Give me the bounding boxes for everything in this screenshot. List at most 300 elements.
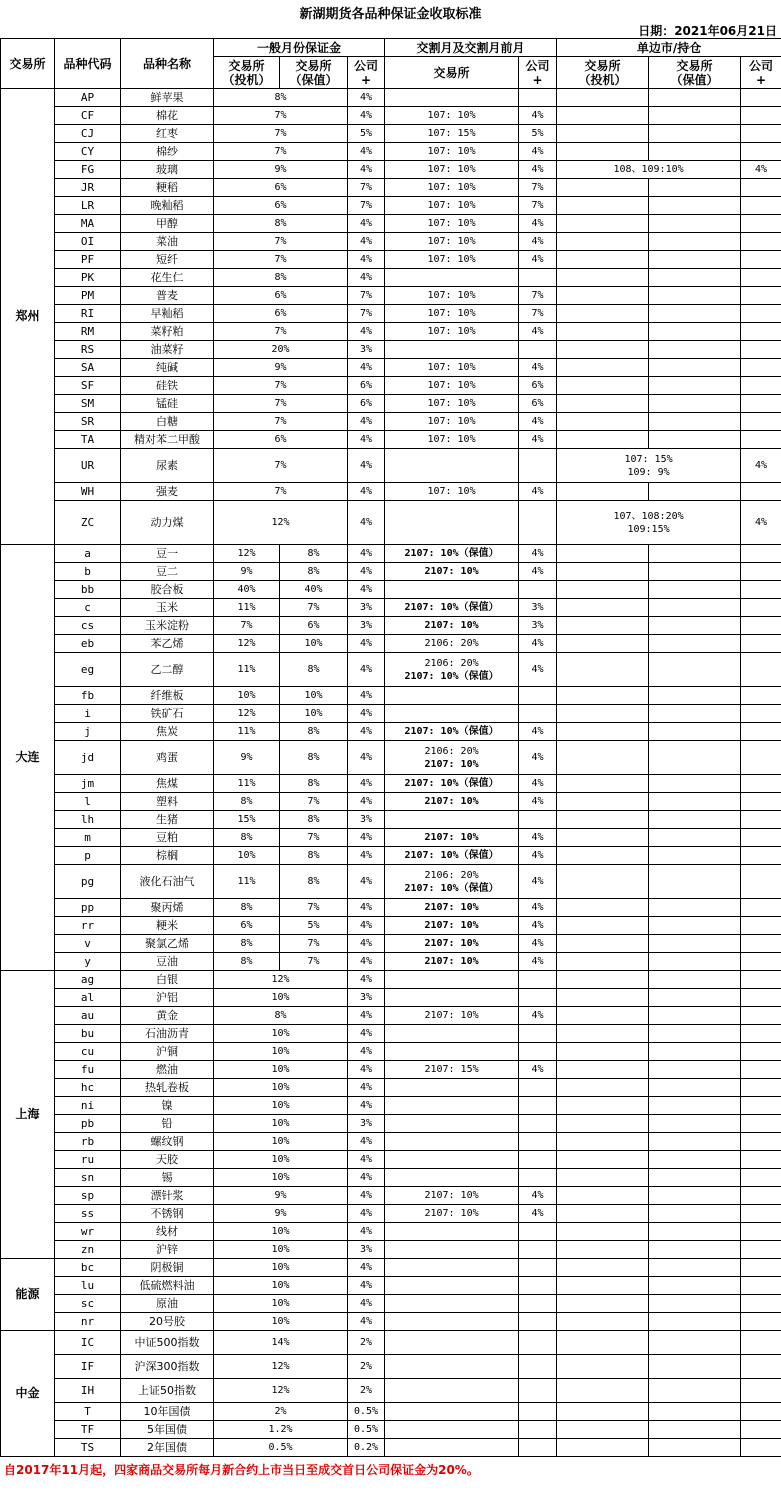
delivery-exchange-cell: 2107: 10% [385,1007,519,1025]
general-margin-cell: 9% [214,359,348,377]
general-company-cell: 4% [348,953,385,971]
unilateral-hedge-cell [649,653,741,687]
code-cell: RM [55,323,121,341]
delivery-company-cell [519,1241,557,1259]
unilateral-company-cell [741,1115,781,1133]
unilateral-hedge-cell [649,935,741,953]
exchange-cell: 大连 [1,545,55,971]
unilateral-company-cell [741,1097,781,1115]
delivery-company-cell [519,1421,557,1439]
general-margin-cell: 1.2% [214,1421,348,1439]
delivery-exchange-cell [385,269,519,287]
general-hedge-cell: 7% [280,599,348,617]
unilateral-company-cell [741,483,781,501]
general-speculative-cell: 6% [214,917,280,935]
code-cell: LR [55,197,121,215]
general-speculative-cell: 11% [214,775,280,793]
general-company-cell: 4% [348,1097,385,1115]
delivery-company-cell: 4% [519,483,557,501]
delivery-exchange-cell [385,1355,519,1379]
general-hedge-cell: 8% [280,545,348,563]
unilateral-company-cell [741,811,781,829]
general-speculative-cell: 8% [214,953,280,971]
delivery-company-cell: 4% [519,545,557,563]
code-cell: au [55,1007,121,1025]
general-company-cell: 0.2% [348,1439,385,1457]
unilateral-speculative-cell [557,1007,649,1025]
general-speculative-cell: 11% [214,653,280,687]
unilateral-company-cell [741,1277,781,1295]
unilateral-margin-cell: 108、109:10% [557,161,741,179]
general-speculative-cell: 11% [214,723,280,741]
code-cell: OI [55,233,121,251]
general-margin-cell: 10% [214,1295,348,1313]
unilateral-speculative-cell [557,705,649,723]
delivery-exchange-cell [385,989,519,1007]
table-row [1,581,781,599]
general-company-cell: 4% [348,1061,385,1079]
unilateral-speculative-cell [557,635,649,653]
name-cell: 塑料 [121,793,214,811]
name-cell: 沪铝 [121,989,214,1007]
unilateral-hedge-cell [649,793,741,811]
table-row [1,179,781,197]
general-margin-cell: 10% [214,1115,348,1133]
unilateral-hedge-cell [649,1151,741,1169]
delivery-exchange-cell: 2107: 10%（保值） [385,723,519,741]
general-speculative-cell: 9% [214,741,280,775]
unilateral-speculative-cell [557,599,649,617]
general-hedge-cell: 8% [280,563,348,581]
table-row [1,1061,781,1079]
code-cell: rb [55,1133,121,1151]
general-company-cell: 4% [348,233,385,251]
unilateral-speculative-cell [557,935,649,953]
unilateral-speculative-cell [557,1043,649,1061]
unilateral-hedge-cell [649,829,741,847]
table-row [1,563,781,581]
delivery-exchange-cell: 107: 10% [385,107,519,125]
name-cell: 铅 [121,1115,214,1133]
unilateral-company-cell [741,125,781,143]
delivery-exchange-cell [385,1241,519,1259]
unilateral-hedge-cell [649,251,741,269]
delivery-exchange-cell: 107: 10% [385,413,519,431]
general-margin-cell: 10% [214,1169,348,1187]
general-margin-cell: 7% [214,377,348,395]
delivery-company-cell [519,1043,557,1061]
unilateral-company-cell [741,935,781,953]
general-margin-cell: 8% [214,215,348,233]
code-cell: zn [55,1241,121,1259]
unilateral-speculative-cell [557,1241,649,1259]
delivery-company-cell [519,1151,557,1169]
unilateral-speculative-cell [557,179,649,197]
unilateral-speculative-cell [557,359,649,377]
code-cell: pp [55,899,121,917]
delivery-company-cell: 4% [519,899,557,917]
delivery-company-cell [519,1295,557,1313]
code-cell: v [55,935,121,953]
name-cell: 锰硅 [121,395,214,413]
delivery-company-cell [519,705,557,723]
general-company-cell: 2% [348,1355,385,1379]
delivery-company-cell: 4% [519,143,557,161]
unilateral-speculative-cell [557,1331,649,1355]
exchange-cell: 中金 [1,1331,55,1457]
unilateral-hedge-cell [649,581,741,599]
general-company-cell: 4% [348,161,385,179]
general-company-cell: 6% [348,395,385,413]
unilateral-hedge-cell [649,233,741,251]
delivery-company-cell [519,269,557,287]
unilateral-company-cell [741,215,781,233]
table-body [1,89,781,1457]
delivery-exchange-cell [385,1169,519,1187]
unilateral-hedge-cell [649,215,741,233]
general-company-cell: 3% [348,617,385,635]
unilateral-hedge-cell [649,1097,741,1115]
unilateral-hedge-cell [649,953,741,971]
code-cell: fu [55,1061,121,1079]
code-cell: ZC [55,501,121,545]
general-company-cell: 4% [348,581,385,599]
general-hedge-cell: 8% [280,775,348,793]
unilateral-company-cell: 4% [741,161,781,179]
table-row [1,89,781,107]
unilateral-speculative-cell [557,687,649,705]
table-row [1,1355,781,1379]
general-company-cell: 4% [348,251,385,269]
name-cell: 沪锌 [121,1241,214,1259]
general-hedge-cell: 7% [280,953,348,971]
delivery-exchange-cell: 2107: 10% [385,899,519,917]
code-cell: T [55,1403,121,1421]
general-margin-cell: 7% [214,395,348,413]
general-company-cell: 4% [348,1223,385,1241]
general-speculative-cell: 8% [214,829,280,847]
unilateral-hedge-cell [649,89,741,107]
delivery-exchange-cell [385,449,519,483]
delivery-exchange-cell: 107: 10% [385,251,519,269]
unilateral-company-cell [741,1079,781,1097]
header-code: 品种代码 [55,39,121,89]
unilateral-speculative-cell [557,251,649,269]
general-company-cell: 4% [348,269,385,287]
general-speculative-cell: 15% [214,811,280,829]
general-company-cell: 4% [348,865,385,899]
table-row [1,305,781,323]
general-company-cell: 4% [348,107,385,125]
general-company-cell: 2% [348,1331,385,1355]
code-cell: y [55,953,121,971]
table-row [1,377,781,395]
name-cell: 甲醇 [121,215,214,233]
name-cell: 动力煤 [121,501,214,545]
delivery-exchange-cell: 2107: 10% [385,563,519,581]
table-row [1,865,781,899]
general-company-cell: 4% [348,545,385,563]
unilateral-company-cell [741,865,781,899]
unilateral-speculative-cell [557,847,649,865]
unilateral-speculative-cell [557,1115,649,1133]
table-row [1,501,781,545]
general-company-cell: 4% [348,89,385,107]
unilateral-hedge-cell [649,197,741,215]
unilateral-company-cell [741,687,781,705]
delivery-company-cell [519,1115,557,1133]
general-hedge-cell: 8% [280,741,348,775]
unilateral-hedge-cell [649,143,741,161]
general-company-cell: 4% [348,1007,385,1025]
general-company-cell: 4% [348,935,385,953]
delivery-exchange-cell [385,1025,519,1043]
unilateral-hedge-cell [649,483,741,501]
general-margin-cell: 7% [214,251,348,269]
general-speculative-cell: 12% [214,635,280,653]
unilateral-company-cell [741,1205,781,1223]
delivery-exchange-cell [385,581,519,599]
unilateral-hedge-cell [649,1043,741,1061]
general-company-cell: 4% [348,1169,385,1187]
general-hedge-cell: 10% [280,635,348,653]
general-margin-cell: 12% [214,501,348,545]
general-company-cell: 4% [348,215,385,233]
delivery-company-cell [519,687,557,705]
delivery-company-cell: 4% [519,359,557,377]
unilateral-company-cell [741,305,781,323]
code-cell: UR [55,449,121,483]
table-row [1,1259,781,1277]
code-cell: WH [55,483,121,501]
delivery-exchange-cell: 2106: 20% 2107: 10%（保值） [385,653,519,687]
delivery-exchange-cell: 107: 10% [385,483,519,501]
name-cell: 早籼稻 [121,305,214,323]
delivery-company-cell: 4% [519,635,557,653]
name-cell: 玻璃 [121,161,214,179]
delivery-exchange-cell: 107: 10% [385,431,519,449]
page-title: 新湖期货各品种保证金收取标准 [299,7,482,22]
unilateral-company-cell [741,341,781,359]
code-cell: sp [55,1187,121,1205]
unilateral-company-cell [741,1403,781,1421]
delivery-company-cell: 7% [519,305,557,323]
delivery-exchange-cell: 107: 10% [385,143,519,161]
delivery-company-cell [519,1223,557,1241]
code-cell: m [55,829,121,847]
header-unilateral: 单边市/持仓 [557,39,781,57]
code-cell: CJ [55,125,121,143]
header-exchange: 交易所 [1,39,55,89]
name-cell: 粳稻 [121,179,214,197]
delivery-company-cell: 6% [519,377,557,395]
unilateral-speculative-cell [557,125,649,143]
table-row [1,1205,781,1223]
unilateral-hedge-cell [649,395,741,413]
delivery-company-cell: 3% [519,617,557,635]
general-margin-cell: 2% [214,1403,348,1421]
delivery-exchange-cell: 2107: 10% [385,793,519,811]
general-margin-cell: 12% [214,971,348,989]
unilateral-speculative-cell [557,793,649,811]
unilateral-speculative-cell [557,89,649,107]
table-row [1,775,781,793]
unilateral-speculative-cell [557,1079,649,1097]
unilateral-company-cell [741,1439,781,1457]
code-cell: ru [55,1151,121,1169]
general-margin-cell: 7% [214,143,348,161]
delivery-exchange-cell [385,1151,519,1169]
delivery-exchange-cell [385,1331,519,1355]
unilateral-speculative-cell [557,1151,649,1169]
unilateral-company-cell [741,705,781,723]
unilateral-speculative-cell [557,305,649,323]
general-company-cell: 4% [348,687,385,705]
delivery-company-cell: 4% [519,793,557,811]
general-hedge-cell: 5% [280,917,348,935]
general-hedge-cell: 8% [280,847,348,865]
unilateral-speculative-cell [557,741,649,775]
unilateral-hedge-cell [649,1241,741,1259]
name-cell: 豆粕 [121,829,214,847]
unilateral-hedge-cell [649,599,741,617]
name-cell: 聚氯乙烯 [121,935,214,953]
general-company-cell: 4% [348,563,385,581]
delivery-company-cell: 4% [519,1187,557,1205]
general-margin-cell: 7% [214,323,348,341]
table-row [1,483,781,501]
table-row [1,197,781,215]
general-company-cell: 0.5% [348,1403,385,1421]
unilateral-company-cell [741,1241,781,1259]
name-cell: 乙二醇 [121,653,214,687]
general-hedge-cell: 7% [280,829,348,847]
unilateral-company-cell [741,1421,781,1439]
unilateral-hedge-cell [649,1169,741,1187]
unilateral-hedge-cell [649,847,741,865]
general-company-cell: 4% [348,793,385,811]
table-row [1,1223,781,1241]
unilateral-hedge-cell [649,323,741,341]
delivery-company-cell [519,1133,557,1151]
table-row [1,1277,781,1295]
unilateral-speculative-cell [557,653,649,687]
unilateral-hedge-cell [649,179,741,197]
general-company-cell: 4% [348,971,385,989]
delivery-exchange-cell: 2106: 20% [385,635,519,653]
name-cell: 焦煤 [121,775,214,793]
delivery-exchange-cell [385,1115,519,1133]
delivery-exchange-cell: 107: 10% [385,395,519,413]
table-row [1,599,781,617]
delivery-company-cell [519,1355,557,1379]
code-cell: pg [55,865,121,899]
delivery-exchange-cell [385,705,519,723]
general-speculative-cell: 40% [214,581,280,599]
unilateral-speculative-cell [557,617,649,635]
general-margin-cell: 12% [214,1379,348,1403]
general-speculative-cell: 7% [214,617,280,635]
code-cell: CY [55,143,121,161]
name-cell: 棕榈 [121,847,214,865]
delivery-exchange-cell: 107: 10% [385,287,519,305]
header-delivery-company: 公司 + [519,57,557,89]
name-cell: 5年国债 [121,1421,214,1439]
delivery-company-cell: 4% [519,323,557,341]
code-cell: TA [55,431,121,449]
unilateral-speculative-cell [557,989,649,1007]
table-row [1,1169,781,1187]
delivery-company-cell [519,89,557,107]
delivery-company-cell [519,1259,557,1277]
general-company-cell: 4% [348,1259,385,1277]
delivery-exchange-cell: 2107: 10%（保值） [385,599,519,617]
unilateral-hedge-cell [649,269,741,287]
header-company-plus: 公司 + [348,57,385,89]
unilateral-hedge-cell [649,1025,741,1043]
general-margin-cell: 6% [214,287,348,305]
code-cell: c [55,599,121,617]
unilateral-speculative-cell [557,971,649,989]
code-cell: bc [55,1259,121,1277]
code-cell: JR [55,179,121,197]
unilateral-hedge-cell [649,305,741,323]
general-speculative-cell: 10% [214,687,280,705]
unilateral-company-cell [741,653,781,687]
unilateral-hedge-cell [649,1079,741,1097]
delivery-company-cell [519,501,557,545]
delivery-company-cell: 4% [519,723,557,741]
general-margin-cell: 12% [214,1355,348,1379]
name-cell: 花生仁 [121,269,214,287]
general-company-cell: 4% [348,359,385,377]
name-cell: 棉纱 [121,143,214,161]
table-row [1,431,781,449]
code-cell: CF [55,107,121,125]
unilateral-hedge-cell [649,1421,741,1439]
delivery-exchange-cell: 2107: 10%（保值） [385,847,519,865]
code-cell: jd [55,741,121,775]
header-delivery-month: 交割月及交割月前月 [385,39,557,57]
unilateral-speculative-cell [557,287,649,305]
code-cell: hc [55,1079,121,1097]
unilateral-company-cell [741,1259,781,1277]
unilateral-company-cell: 4% [741,449,781,483]
unilateral-company-cell [741,617,781,635]
unilateral-hedge-cell [649,1355,741,1379]
unilateral-hedge-cell [649,1133,741,1151]
delivery-exchange-cell [385,1133,519,1151]
delivery-company-cell: 4% [519,563,557,581]
name-cell: 天胶 [121,1151,214,1169]
code-cell: rr [55,917,121,935]
general-company-cell: 4% [348,323,385,341]
general-company-cell: 0.5% [348,1421,385,1439]
unilateral-speculative-cell [557,107,649,125]
delivery-company-cell: 4% [519,107,557,125]
unilateral-margin-cell: 107、108:20% 109:15% [557,501,741,545]
general-company-cell: 4% [348,483,385,501]
delivery-exchange-cell [385,501,519,545]
delivery-exchange-cell: 107: 10% [385,377,519,395]
unilateral-hedge-cell [649,1403,741,1421]
general-company-cell: 5% [348,125,385,143]
table-row [1,395,781,413]
unilateral-company-cell [741,599,781,617]
code-cell: PK [55,269,121,287]
unilateral-company-cell [741,581,781,599]
unilateral-hedge-cell [649,1439,741,1457]
